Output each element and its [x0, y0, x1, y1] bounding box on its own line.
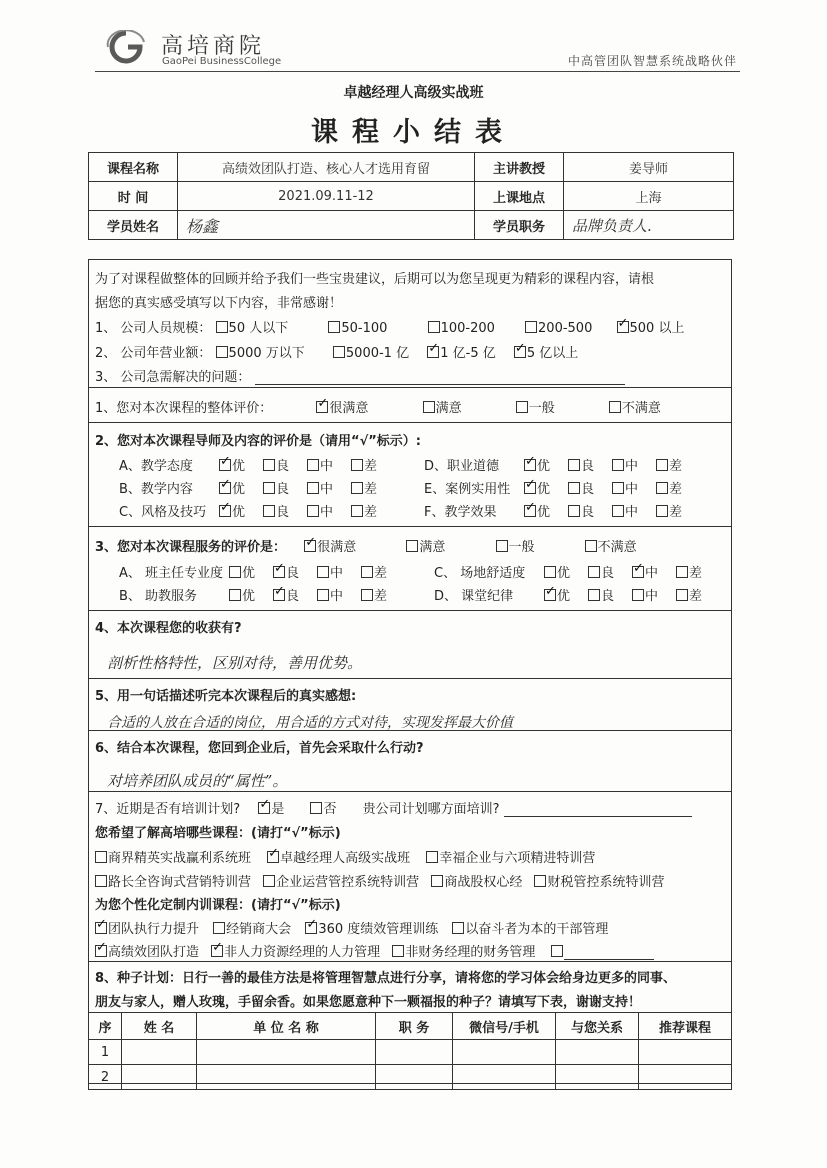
column-header: 与您关系 — [556, 1013, 639, 1040]
overall-option[interactable]: 不满意 — [609, 401, 661, 416]
service-grade-option[interactable]: 优 — [229, 562, 273, 581]
teacher-grade-option[interactable]: ✓ 优 — [219, 501, 263, 520]
checkbox-icon[interactable] — [516, 401, 528, 413]
revenue-option[interactable]: 5000-1 亿 — [333, 346, 409, 361]
checked-checkbox-icon[interactable] — [211, 945, 223, 957]
column-header: 单 位 名 称 — [197, 1013, 376, 1040]
section-divider — [89, 422, 731, 423]
urgent-problem-question — [95, 366, 625, 385]
place-value: 上海 — [564, 182, 734, 211]
header-divider — [95, 71, 740, 72]
overall-option[interactable]: ✓ 很满意 — [316, 401, 368, 416]
teacher-grade-option[interactable]: ✓ 优 — [524, 501, 568, 520]
checkbox-icon[interactable] — [588, 589, 600, 601]
section-divider — [89, 387, 731, 388]
service-option[interactable]: 一般 — [496, 540, 535, 555]
service-item-label: B、 助教服务 — [119, 589, 198, 604]
checkbox-icon[interactable] — [544, 566, 556, 578]
service-grade-option[interactable]: ✓ 中 — [632, 562, 676, 581]
teacher-item-label: B、教学内容 — [119, 482, 193, 497]
teacher-item-label: D、职业道德 — [424, 459, 500, 474]
service-grade-option[interactable]: 差 — [361, 585, 405, 604]
service-item-label: C、 场地舒适度 — [434, 566, 526, 581]
section-divider — [89, 791, 731, 792]
checkbox-icon[interactable] — [216, 321, 228, 333]
course-option[interactable]: 幸福企业与六项精进特训营 — [426, 851, 595, 866]
custom-option[interactable]: 经销商大会 — [213, 922, 291, 937]
custom-option[interactable]: ✓ 非人力资源经理的人力管理 — [211, 945, 380, 960]
checkbox-icon[interactable] — [588, 566, 600, 578]
teacher-grade-option[interactable]: 良 — [263, 501, 307, 520]
teacher-grade-option[interactable]: 中 — [612, 501, 656, 520]
checked-checkbox-icon[interactable] — [305, 922, 317, 934]
overall-rating-label: 1、您对本次课程的整体评价： — [95, 401, 273, 416]
seed-plan-line-2: 朋友与家人，赠人玫瑰，手留余香。如果您愿意种下一颗福报的种子？请填写下表，谢谢支持！ — [95, 995, 642, 1010]
checkbox-icon[interactable] — [656, 505, 668, 517]
teacher-grade-option[interactable]: 良 — [568, 478, 612, 497]
section-divider — [89, 730, 731, 731]
checkbox-icon[interactable] — [612, 505, 624, 517]
training-area-field[interactable] — [504, 802, 692, 817]
custom-training-row-2 — [95, 941, 654, 960]
row-number: 2 — [89, 1065, 122, 1090]
intro-line-1: 为了对课程做整体的回顾并给予我们一些宝贵建议，后期可以为您呈现更为精彩的课程内容，请根 — [95, 272, 655, 287]
custom-other-field[interactable] — [564, 947, 654, 960]
staff-size-option[interactable]: 200-500 — [525, 321, 592, 336]
service-grade-option[interactable]: ✓ 优 — [544, 585, 588, 604]
teacher-grade-option[interactable]: 差 — [351, 501, 395, 520]
service-option[interactable]: 满意 — [406, 540, 445, 555]
checkbox-icon[interactable] — [333, 346, 345, 358]
teacher-item-label: E、案例实用性 — [424, 482, 511, 497]
section-divider — [89, 610, 731, 611]
checked-checkbox-icon[interactable] — [267, 851, 279, 863]
teacher-grade-option[interactable]: 差 — [351, 455, 395, 474]
teacher-item — [424, 455, 700, 474]
service-grade-option[interactable]: 优 — [229, 585, 273, 604]
position-label: 学员职务 — [475, 211, 564, 240]
staff-size-option[interactable]: ✓ 500 以上 — [617, 321, 685, 336]
checkbox-icon[interactable] — [496, 540, 508, 552]
staff-size-question — [95, 317, 684, 336]
checkbox-icon[interactable] — [307, 482, 319, 494]
teacher-grade-option[interactable]: ✓ 优 — [219, 455, 263, 474]
teacher-grade-option[interactable]: 差 — [656, 455, 700, 474]
title-cell[interactable] — [376, 1065, 453, 1090]
staff-size-option[interactable]: 50 人以下 — [216, 321, 289, 336]
service-grade-option[interactable]: 差 — [676, 562, 720, 581]
checkbox-icon[interactable] — [656, 459, 668, 471]
course-option[interactable]: 财税管控系统特训营 — [534, 875, 664, 890]
course-interest-label: 您希望了解高培哪些课程：(请打“√”标示) — [95, 826, 341, 841]
student-name-label: 学员姓名 — [89, 211, 178, 240]
service-rating-label: 3、您对本次课程服务的评价是： — [95, 540, 287, 555]
checked-checkbox-icon[interactable] — [219, 482, 231, 494]
teacher-grade-option[interactable]: 良 — [263, 478, 307, 497]
checkbox-icon[interactable] — [216, 346, 228, 358]
checkbox-icon[interactable] — [351, 459, 363, 471]
column-header: 微信号/手机 — [453, 1013, 556, 1040]
checkbox-icon[interactable] — [568, 482, 580, 494]
checkbox-icon[interactable] — [307, 459, 319, 471]
gains-question: 4、本次课程您的收获有? — [95, 621, 242, 636]
teacher-grade-option[interactable]: 差 — [351, 478, 395, 497]
lecturer-label: 主讲教授 — [475, 153, 564, 182]
service-item — [119, 585, 405, 604]
checked-checkbox-icon[interactable] — [219, 459, 231, 471]
checkbox-icon[interactable] — [568, 505, 580, 517]
time-value: 2021.09.11-12 — [178, 182, 475, 211]
checkbox-icon[interactable] — [95, 875, 107, 887]
service-item-label: A、 班主任专业度 — [119, 566, 224, 581]
company-cell[interactable] — [197, 1040, 376, 1065]
intro-line-2: 据您的真实感受填写以下内容，非常感谢！ — [95, 296, 343, 311]
checked-checkbox-icon[interactable] — [273, 566, 285, 578]
checkbox-icon[interactable] — [534, 875, 546, 887]
checkbox-icon[interactable] — [551, 945, 563, 957]
feedback-form — [88, 259, 732, 1084]
revenue-option[interactable]: ✓ 1 亿-5 亿 — [427, 346, 496, 361]
revenue-question — [95, 342, 578, 361]
checkbox-icon[interactable] — [525, 321, 537, 333]
custom-option[interactable]: ✓ 360 度绩效管理训练 — [305, 922, 438, 937]
service-grade-option[interactable]: 中 — [317, 562, 361, 581]
checkbox-icon[interactable] — [568, 459, 580, 471]
checkbox-icon[interactable] — [676, 566, 688, 578]
checkbox-icon[interactable] — [263, 505, 275, 517]
page-title: 课程小结表 — [311, 117, 516, 148]
teacher-item-label: A、教学态度 — [119, 459, 193, 474]
column-header: 推荐课程 — [639, 1013, 732, 1040]
checked-checkbox-icon[interactable] — [95, 922, 107, 934]
checked-checkbox-icon[interactable] — [258, 802, 270, 814]
checkbox-icon[interactable] — [612, 482, 624, 494]
overall-option[interactable]: 一般 — [516, 401, 555, 416]
name-cell[interactable] — [122, 1040, 197, 1065]
checked-checkbox-icon[interactable] — [544, 589, 556, 601]
checked-checkbox-icon[interactable] — [427, 346, 439, 358]
checked-checkbox-icon[interactable] — [524, 505, 536, 517]
teacher-grade-option[interactable]: 良 — [263, 455, 307, 474]
checkbox-icon[interactable] — [351, 505, 363, 517]
teacher-grade-option[interactable]: 中 — [307, 501, 351, 520]
column-header: 序 — [89, 1013, 122, 1040]
checked-checkbox-icon[interactable] — [524, 459, 536, 471]
checked-checkbox-icon[interactable] — [617, 321, 629, 333]
course-cell[interactable] — [639, 1040, 732, 1065]
checkbox-icon[interactable] — [361, 566, 373, 578]
relation-cell[interactable] — [556, 1040, 639, 1065]
checked-checkbox-icon[interactable] — [273, 589, 285, 601]
training-area-label: 贵公司计划哪方面培训? — [362, 802, 500, 817]
teacher-grade-option[interactable]: 差 — [656, 501, 700, 520]
teacher-item — [119, 478, 395, 497]
checkbox-icon[interactable] — [307, 505, 319, 517]
service-grade-option[interactable]: 差 — [361, 562, 405, 581]
checkbox-icon[interactable] — [632, 589, 644, 601]
checkbox-icon[interactable] — [310, 802, 322, 814]
custom-option[interactable]: 非财务经理的财务管理 — [392, 945, 535, 960]
teacher-item — [119, 501, 395, 520]
revenue-option[interactable]: ✓ 5 亿以上 — [514, 346, 578, 361]
training-no-option[interactable]: 否 — [310, 802, 336, 817]
checked-checkbox-icon[interactable] — [632, 566, 644, 578]
checkbox-icon[interactable] — [263, 459, 275, 471]
checkbox-icon[interactable] — [431, 875, 443, 887]
teacher-item — [119, 455, 395, 474]
program-subtitle: 卓越经理人高级实战班 — [343, 85, 484, 101]
teacher-grade-option[interactable]: 中 — [612, 455, 656, 474]
contact-cell[interactable] — [453, 1065, 556, 1090]
feeling-question: 5、用一句话描述听完本次课程后的真实感想: — [95, 689, 357, 704]
checkbox-icon[interactable] — [263, 482, 275, 494]
teacher-grade-option[interactable]: 良 — [568, 455, 612, 474]
checkbox-icon[interactable] — [317, 566, 329, 578]
seed-plan-line-1: 8、种子计划：日行一善的最佳方法是将管理智慧点进行分享，请将您的学习体会给身边更多的同事、 — [95, 971, 677, 986]
logo-english-name: GaoPei BusinessCollege — [162, 56, 282, 67]
staff-size-label: 1、 公司人员规模： — [95, 321, 212, 336]
checkbox-icon[interactable] — [328, 321, 340, 333]
action-answer[interactable]: 对培养团队成员的“属性”。 — [107, 772, 288, 790]
feeling-answer[interactable]: 合适的人放在合适的岗位，用合适的方式对待，实现发挥最大价值 — [107, 715, 513, 731]
staff-size-option[interactable]: 50-100 — [328, 321, 387, 336]
section-divider — [89, 678, 731, 679]
student-name-value: 杨鑫 — [178, 211, 475, 240]
teacher-grade-option[interactable]: ✓ 优 — [219, 478, 263, 497]
lecturer-value: 姜导师 — [564, 153, 734, 182]
training-plan-question — [95, 798, 692, 817]
revenue-label: 2、 公司年营业额： — [95, 346, 212, 361]
service-item-label: D、 课堂纪律 — [434, 589, 514, 604]
overall-rating — [95, 397, 661, 416]
checkbox-icon[interactable] — [263, 875, 275, 887]
service-option[interactable]: 不满意 — [585, 540, 637, 555]
contact-cell[interactable] — [453, 1040, 556, 1065]
section-divider — [89, 961, 731, 962]
urgent-problem-label: 3、 公司急需解决的问题： — [95, 370, 251, 385]
course-cell[interactable] — [639, 1065, 732, 1090]
service-item — [434, 562, 720, 581]
checkbox-icon[interactable] — [317, 589, 329, 601]
service-grade-option[interactable]: 良 — [588, 585, 632, 604]
service-item — [434, 585, 720, 604]
gains-answer[interactable]: 剖析性格特性，区别对待，善用优势。 — [107, 654, 363, 672]
service-item — [119, 562, 405, 581]
custom-training-row-1 — [95, 918, 608, 937]
service-grade-option[interactable]: 优 — [544, 562, 588, 581]
time-label: 时 间 — [89, 182, 178, 211]
teacher-grade-option[interactable]: 中 — [612, 478, 656, 497]
college-logo-icon — [100, 30, 152, 64]
checkbox-icon[interactable] — [361, 589, 373, 601]
checkbox-icon[interactable] — [423, 401, 435, 413]
course-interest-row-2 — [95, 871, 664, 890]
custom-option[interactable]: 以奋斗者为本的干部管理 — [452, 922, 608, 937]
teacher-grade-option[interactable]: 中 — [307, 455, 351, 474]
partner-slogan: 中高管团队智慧系统战略伙伴 — [567, 54, 737, 68]
checkbox-icon[interactable] — [406, 540, 418, 552]
checkbox-icon[interactable] — [612, 459, 624, 471]
service-grade-option[interactable]: 中 — [317, 585, 361, 604]
relation-cell[interactable] — [556, 1065, 639, 1090]
recommendation-table — [88, 1012, 732, 1090]
logo-chinese-name: 高培商院 — [161, 34, 266, 59]
course-interest-row-1 — [95, 847, 595, 866]
teacher-item — [424, 501, 700, 520]
checked-checkbox-icon[interactable] — [514, 346, 526, 358]
place-label: 上课地点 — [475, 182, 564, 211]
checkbox-icon[interactable] — [426, 851, 438, 863]
row-number: 1 — [89, 1040, 122, 1065]
action-question: 6、结合本次课程，您回到企业后，首先会采取什么行动? — [95, 741, 424, 756]
checked-checkbox-icon[interactable] — [316, 401, 328, 413]
teacher-item — [424, 478, 700, 497]
urgent-problem-field[interactable] — [255, 370, 625, 385]
training-yes-option[interactable]: ✓ 是 — [258, 802, 284, 817]
checkbox-icon[interactable] — [452, 922, 464, 934]
checkbox-icon[interactable] — [656, 482, 668, 494]
checkbox-icon[interactable] — [229, 566, 241, 578]
name-cell[interactable] — [122, 1065, 197, 1090]
checkbox-icon[interactable] — [676, 589, 688, 601]
checkbox-icon[interactable] — [609, 401, 621, 413]
checkbox-icon[interactable] — [428, 321, 440, 333]
company-cell[interactable] — [197, 1065, 376, 1090]
checkbox-icon[interactable] — [229, 589, 241, 601]
custom-option[interactable]: ✓团队执行力提升 — [95, 922, 199, 937]
checkbox-icon[interactable] — [213, 922, 225, 934]
service-grade-option[interactable]: ✓ 良 — [273, 585, 317, 604]
course-name-label: 课程名称 — [89, 153, 178, 182]
teacher-grade-option[interactable]: 差 — [656, 478, 700, 497]
course-info-table — [88, 152, 734, 240]
checkbox-icon[interactable] — [95, 851, 107, 863]
service-grade-option[interactable]: 良 — [588, 562, 632, 581]
course-option[interactable]: 商界精英实战赢利系统班 — [95, 851, 251, 866]
teacher-grade-option[interactable]: 良 — [568, 501, 612, 520]
checked-checkbox-icon[interactable] — [95, 945, 107, 957]
teacher-grade-option[interactable]: ✓ 优 — [524, 455, 568, 474]
course-option[interactable]: 企业运营管控系统特训营 — [263, 875, 419, 890]
overall-option[interactable]: 满意 — [423, 401, 462, 416]
course-option[interactable]: ✓ 卓越经理人高级实战班 — [267, 851, 410, 866]
service-grade-option[interactable]: 中 — [632, 585, 676, 604]
checked-checkbox-icon[interactable] — [219, 505, 231, 517]
position-value: 品牌负责人. — [564, 211, 734, 240]
table-row — [89, 1040, 732, 1065]
checkbox-icon[interactable] — [351, 482, 363, 494]
course-option[interactable]: 路长全咨询式营销特训营 — [95, 875, 251, 890]
checked-checkbox-icon[interactable] — [524, 482, 536, 494]
teacher-item-label: F、教学效果 — [424, 505, 497, 520]
service-rating — [95, 536, 637, 555]
service-option[interactable]: ✓ 很满意 — [304, 540, 356, 555]
custom-other-option[interactable] — [551, 945, 654, 960]
checkbox-icon[interactable] — [585, 540, 597, 552]
teacher-rating-label: 2、您对本次课程导师及内容的评价是（请用“√”标示）: — [95, 434, 422, 449]
service-grade-option[interactable]: 差 — [676, 585, 720, 604]
training-plan-label: 7、近期是否有培训计划? — [95, 802, 241, 817]
staff-size-option[interactable]: 100-200 — [428, 321, 495, 336]
section-divider — [89, 526, 731, 527]
title-cell[interactable] — [376, 1040, 453, 1065]
teacher-grade-option[interactable]: 中 — [307, 478, 351, 497]
custom-option[interactable]: ✓高绩效团队打造 — [95, 945, 199, 960]
teacher-grade-option[interactable]: ✓ 优 — [524, 478, 568, 497]
table-row — [89, 1065, 732, 1090]
checked-checkbox-icon[interactable] — [304, 540, 316, 552]
course-option[interactable]: 商战股权心经 — [431, 875, 522, 890]
column-header: 姓 名 — [122, 1013, 197, 1040]
checkbox-icon[interactable] — [392, 945, 404, 957]
column-header: 职 务 — [376, 1013, 453, 1040]
teacher-item-label: C、风格及技巧 — [119, 505, 207, 520]
service-grade-option[interactable]: ✓ 良 — [273, 562, 317, 581]
course-name-value: 高绩效团队打造、核心人才选用育留 — [178, 153, 475, 182]
revenue-option[interactable]: 5000 万以下 — [216, 346, 305, 361]
custom-training-label: 为您个性化定制内训课程：(请打“√”标示) — [95, 898, 341, 913]
